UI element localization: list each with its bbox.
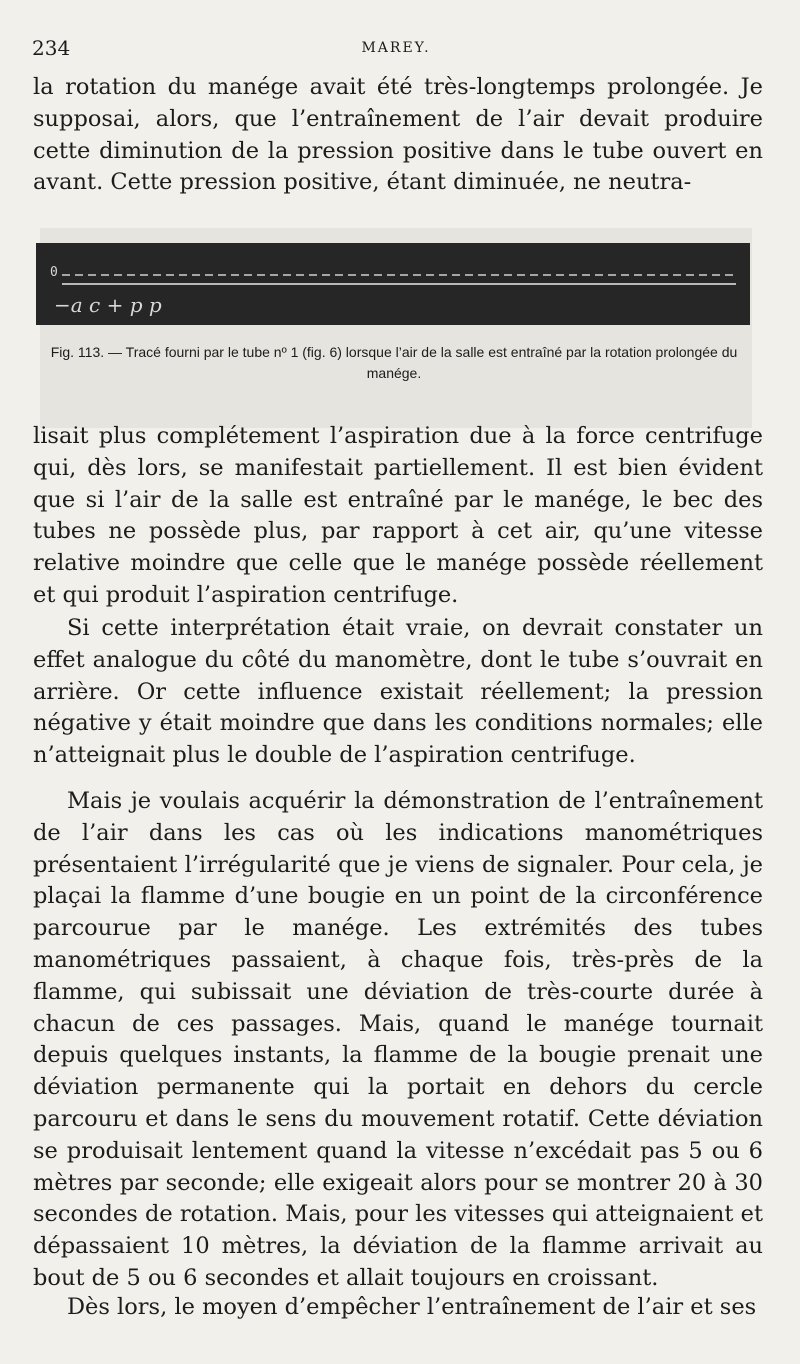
paragraph-2: lisait plus complétement l’aspiration due à la force centrifuge qui, dès lors, se manifestait partiellement. Il est bien évident que si l’air de la salle est entraîné par le manége, le bec des tubes ne possède plus, par rapport à cet air, qu’une vitesse relative moindre que celle que le manége possède réellement et qui produit l’aspiration centrifuge. <box>33 423 763 608</box>
zero-label: 0 <box>50 265 58 280</box>
paragraph-4: Mais je voulais acquérir la démonstration de l’entraînement de l’air dans les cas où les indications manométriques présentaient l’irrégularité que je viens de signaler. Pour cela, je plaçai la flamme d’une bougie en un point de la circonférence parcourue par le manége. Les extrémités des tubes manométriques passaient, à chaque fois, très-près de la flamme, qui subissait une déviation de très-courte durée à chacun de ces passages. Mais, quand le manége tournait depuis quelques instants, la flamme de la bougie prenait une déviation permanente qui la portait en dehors du cercle parcouru et dans le sens du mouvement rotatif. Cette déviation se produisait lentement quand la vitesse n’excédait pas 5 ou 6 mètres par seconde; elle exigeait alors pour se montrer 20 à 30 secondes de rotation. Mais, pour les vitesses qui atteignaient et dépassaient 10 mètres, la déviation de la flamme arrivait au bout de 5 ou 6 secondes et allait toujours en croissant. <box>33 788 763 1291</box>
figure-trace-strip <box>36 243 750 325</box>
trace-label: −a c + p p <box>54 293 162 317</box>
running-head: MAREY. <box>361 40 431 56</box>
figure-caption: Fig. 113. — Tracé fourni par le tube nº 1 (fig. 6) lorsque l’air de la salle est entraîné par la rotation prolongée du manége. <box>50 344 738 381</box>
page-header <box>32 36 760 60</box>
page-number: 234 <box>32 36 71 60</box>
paragraph-1: la rotation du manége avait été très-longtemps prolongée. Je supposai, alors, que l’entraînement de l’air devait produire cette diminution de la pression positive dans le tube ouvert en avant. Cette pression positive, étant diminuée, ne neutra- <box>33 74 763 196</box>
paragraph-3: Si cette interprétation était vraie, on devrait constater un effet analogue du côté du manomètre, dont le tube s’ouvrait en arrière. Or cette influence existait réellement; la pression négative y était moindre que dans les conditions normales; elle n’atteignait plus le double de l’aspiration centrifuge. <box>33 615 763 769</box>
paragraph-5: Dès lors, le moyen d’empêcher l’entraînement de l’air et ses <box>67 1294 757 1320</box>
